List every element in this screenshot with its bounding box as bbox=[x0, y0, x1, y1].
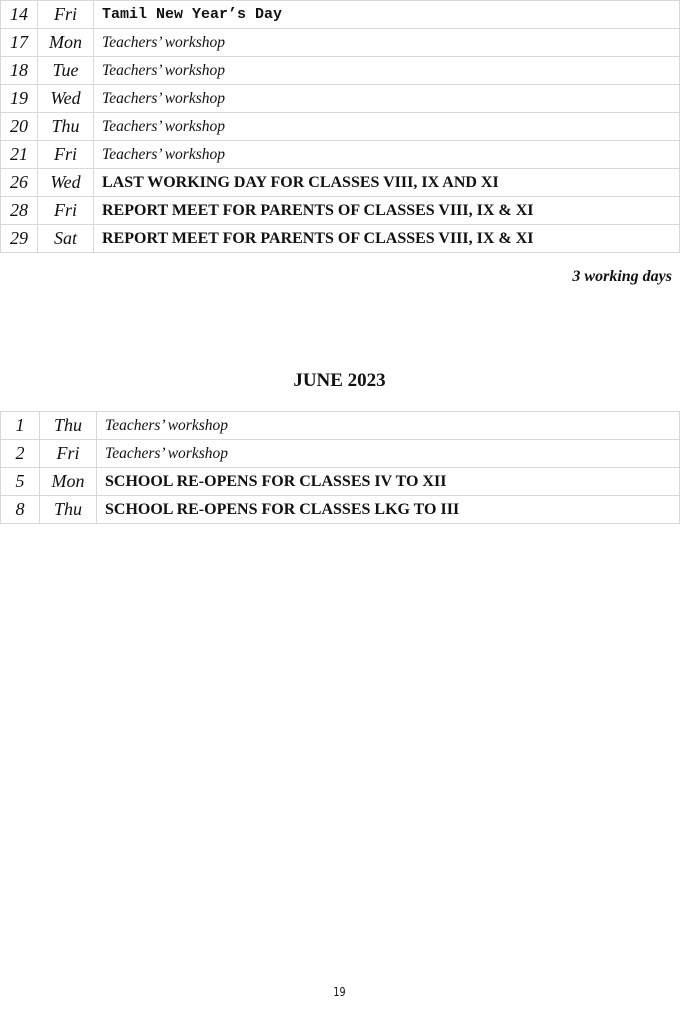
row-date: 21 bbox=[1, 141, 38, 169]
row-day: Fri bbox=[40, 440, 97, 468]
page-number: 19 bbox=[333, 985, 346, 999]
row-event: Tamil New Year’s Day bbox=[94, 1, 680, 29]
working-days-count: 3 working days bbox=[572, 268, 672, 285]
month-title-june: JUNE 2023 bbox=[293, 370, 386, 391]
row-event: Teachers’ workshop bbox=[97, 440, 680, 468]
row-day: Thu bbox=[38, 113, 94, 141]
calendar-row bbox=[1, 440, 680, 468]
row-day: Mon bbox=[40, 468, 97, 496]
calendar-row bbox=[1, 141, 680, 169]
row-date: 14 bbox=[1, 1, 38, 29]
row-day: Tue bbox=[38, 57, 94, 85]
row-date: 2 bbox=[1, 440, 40, 468]
row-day: Thu bbox=[40, 496, 97, 524]
calendar-table-april-body bbox=[1, 1, 680, 253]
row-date: 8 bbox=[1, 496, 40, 524]
row-day: Fri bbox=[38, 141, 94, 169]
row-event: Teachers’ workshop bbox=[94, 85, 680, 113]
calendar-table-june bbox=[0, 411, 680, 524]
calendar-row bbox=[1, 113, 680, 141]
calendar-row bbox=[1, 169, 680, 197]
row-event: SCHOOL RE-OPENS FOR CLASSES IV TO XII bbox=[97, 468, 680, 496]
row-date: 19 bbox=[1, 85, 38, 113]
row-event: REPORT MEET FOR PARENTS OF CLASSES VIII, IX & XI bbox=[94, 225, 680, 253]
row-day: Thu bbox=[40, 412, 97, 440]
calendar-row bbox=[1, 1, 680, 29]
row-day: Sat bbox=[38, 225, 94, 253]
calendar-row bbox=[1, 412, 680, 440]
row-date: 18 bbox=[1, 57, 38, 85]
row-event: Teachers’ workshop bbox=[94, 141, 680, 169]
row-date: 5 bbox=[1, 468, 40, 496]
row-date: 17 bbox=[1, 29, 38, 57]
calendar-row bbox=[1, 29, 680, 57]
calendar-row bbox=[1, 197, 680, 225]
row-day: Mon bbox=[38, 29, 94, 57]
row-date: 20 bbox=[1, 113, 38, 141]
row-event: REPORT MEET FOR PARENTS OF CLASSES VIII, IX & XI bbox=[94, 197, 680, 225]
row-date: 28 bbox=[1, 197, 38, 225]
calendar-table-june-body bbox=[1, 412, 680, 524]
row-event: Teachers’ workshop bbox=[97, 412, 680, 440]
row-day: Wed bbox=[38, 85, 94, 113]
row-event: SCHOOL RE-OPENS FOR CLASSES LKG TO III bbox=[97, 496, 680, 524]
row-date: 26 bbox=[1, 169, 38, 197]
row-date: 1 bbox=[1, 412, 40, 440]
calendar-row bbox=[1, 496, 680, 524]
row-day: Fri bbox=[38, 197, 94, 225]
calendar-table-april bbox=[0, 0, 680, 253]
calendar-row bbox=[1, 225, 680, 253]
row-event: Teachers’ workshop bbox=[94, 29, 680, 57]
row-day: Fri bbox=[38, 1, 94, 29]
row-event: Teachers’ workshop bbox=[94, 57, 680, 85]
row-date: 29 bbox=[1, 225, 38, 253]
row-event: Teachers’ workshop bbox=[94, 113, 680, 141]
calendar-row bbox=[1, 85, 680, 113]
row-day: Wed bbox=[38, 169, 94, 197]
row-event: LAST WORKING DAY FOR CLASSES VIII, IX AND XI bbox=[94, 169, 680, 197]
calendar-row bbox=[1, 57, 680, 85]
calendar-row bbox=[1, 468, 680, 496]
